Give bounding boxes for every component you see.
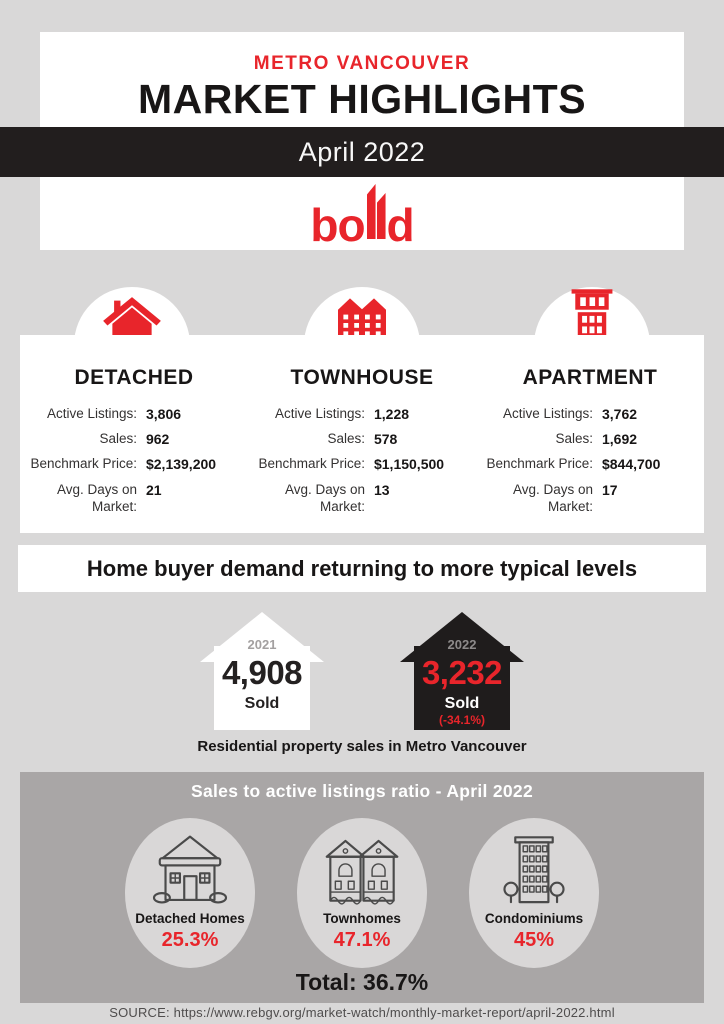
stat-value: $1,150,500 bbox=[373, 456, 445, 473]
townhomes-icon bbox=[314, 833, 410, 905]
sales-house-2021 bbox=[200, 612, 324, 730]
ratio-title: Sales to active listings ratio - April 2022 bbox=[191, 781, 533, 801]
detached-homes-icon bbox=[142, 833, 238, 905]
sold-label: Sold bbox=[244, 695, 280, 712]
property-stats bbox=[248, 405, 476, 516]
year-label: 2021 bbox=[247, 637, 277, 652]
sold-number: 4,908 bbox=[221, 654, 303, 691]
stat-label: Avg. Days on Market: bbox=[512, 481, 593, 515]
stat-label: Active Listings: bbox=[502, 406, 593, 421]
ratio-panel bbox=[20, 772, 704, 1003]
stat-label: Sales: bbox=[327, 431, 365, 447]
sales-caption: Residential property sales in Metro Vancouver bbox=[197, 738, 527, 755]
ratio-item-label: Townhomes bbox=[323, 911, 401, 926]
ratio-total: Total: 36.7% bbox=[295, 969, 429, 995]
sold-label: Sold bbox=[444, 695, 480, 712]
condominiums-icon bbox=[486, 833, 582, 905]
stat-value: $2,139,200 bbox=[145, 456, 217, 473]
logo-text-left: bo bbox=[310, 199, 365, 251]
stat-value: 962 bbox=[145, 431, 170, 448]
header-kicker: METRO VANCOUVER bbox=[253, 53, 471, 74]
sold-number: 3,232 bbox=[421, 654, 503, 691]
sales-house-2021-content bbox=[200, 612, 324, 730]
property-stats bbox=[20, 405, 248, 516]
stat-value: 17 bbox=[601, 481, 618, 498]
page-title: MARKET HIGHLIGHTS bbox=[137, 76, 587, 122]
stat-value: 1,228 bbox=[373, 406, 410, 422]
stat-label: Active Listings: bbox=[274, 406, 365, 421]
stat-value: 3,762 bbox=[601, 406, 638, 422]
stat-label: Avg. Days on Market: bbox=[56, 481, 137, 515]
property-type-title: APARTMENT bbox=[522, 366, 658, 389]
property-stats bbox=[476, 405, 704, 516]
property-type-title: DETACHED bbox=[74, 366, 194, 389]
property-column-townhouse bbox=[248, 335, 476, 533]
stat-label: Benchmark Price: bbox=[30, 456, 137, 472]
sales-house-2022-content bbox=[400, 612, 524, 730]
date-banner bbox=[0, 127, 724, 177]
stat-value: 3,806 bbox=[145, 406, 182, 422]
stat-value: 1,692 bbox=[601, 431, 638, 448]
logo-tower-bar-icon bbox=[377, 193, 386, 239]
logo-text-right: d bbox=[386, 199, 414, 251]
ratio-item-value: 25.3% bbox=[161, 929, 219, 951]
logo-tower-bar-icon bbox=[367, 184, 376, 239]
stat-label: Sales: bbox=[99, 431, 137, 447]
ratio-item-label: Condominiums bbox=[484, 911, 584, 926]
sales-house-2022 bbox=[400, 612, 524, 730]
stat-value: 13 bbox=[373, 481, 390, 498]
stat-value: 21 bbox=[145, 481, 162, 498]
ratio-item-label: Detached Homes bbox=[135, 911, 245, 926]
stat-label: Benchmark Price: bbox=[258, 456, 365, 472]
ratio-bubble-condominiums bbox=[469, 818, 599, 968]
ratio-bubble-townhomes bbox=[297, 818, 427, 968]
property-type-title: TOWNHOUSE bbox=[290, 366, 434, 389]
change-label: (-34.1%) bbox=[438, 713, 485, 727]
stat-label: Benchmark Price: bbox=[486, 456, 593, 472]
stat-label: Active Listings: bbox=[46, 406, 137, 421]
date-banner-label: April 2022 bbox=[298, 136, 426, 167]
property-column-apartment bbox=[476, 335, 704, 533]
demand-headline: Home buyer demand returning to more typical levels bbox=[86, 555, 638, 581]
ratio-item-value: 45% bbox=[513, 929, 555, 951]
ratio-item-value: 47.1% bbox=[333, 929, 391, 951]
brand-logo bbox=[0, 190, 724, 251]
stat-value: 578 bbox=[373, 431, 398, 448]
stat-label: Sales: bbox=[555, 431, 593, 447]
property-column-detached bbox=[20, 335, 248, 533]
property-stats-card bbox=[20, 335, 704, 533]
stat-value: $844,700 bbox=[601, 456, 661, 473]
source-note: SOURCE: https://www.rebgv.org/market-watch/monthly-market-report/april-2022.html bbox=[109, 1005, 615, 1020]
ratio-bubble-detached bbox=[125, 818, 255, 968]
year-label: 2022 bbox=[447, 637, 477, 652]
stat-label: Avg. Days on Market: bbox=[284, 481, 365, 515]
demand-banner bbox=[18, 545, 706, 592]
